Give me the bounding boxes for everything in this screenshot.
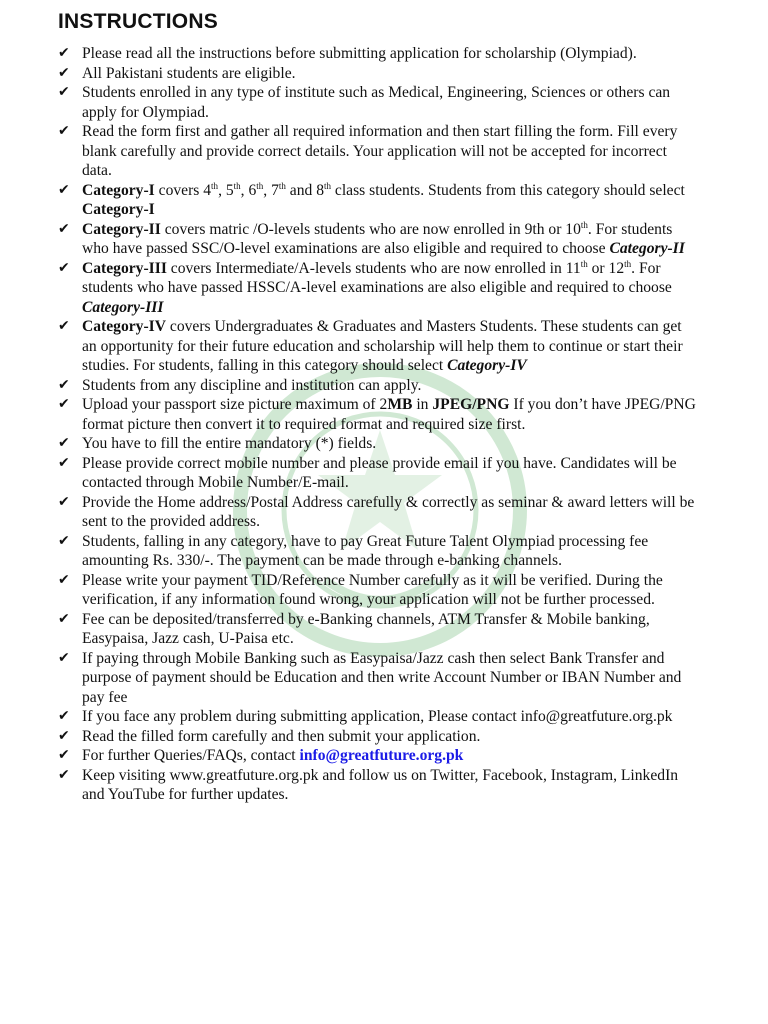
instruction-text: covers 4 (154, 181, 212, 199)
instruction-text: Students enrolled in any type of institute such as Medical, Engineering, Sciences or others can apply for Olympiad. (82, 84, 671, 121)
instruction-text: Fee can be deposited/transferred by e-Banking channels, ATM Transfer & Mobile banking, Easypaisa, Jazz cash, U-Paisa etc. (82, 610, 650, 647)
checkmark-icon: ✔ (58, 532, 70, 549)
instruction-text: in (412, 396, 433, 413)
instruction-text: and 8 (285, 181, 324, 199)
instruction-text: th (580, 258, 588, 269)
checkmark-icon: ✔ (58, 747, 70, 763)
instruction-text: JPEG/PNG (432, 396, 510, 413)
instruction-text: , 7 (263, 181, 279, 199)
instruction-item-fee-channels (58, 610, 698, 649)
instruction-text: Read the form first and gather all required information and then start filling the form. Fill every blank carefully and provide correct details. Your application will not be accepted for incorrect data. (82, 123, 678, 179)
instruction-text: , 6 (240, 181, 257, 199)
instruction-text: covers matric /O-levels students who are now enrolled in 9th or 10 (160, 220, 581, 238)
instruction-text: If you don’t have JPEG/PNG format picture then convert it to required format and required size first. (82, 396, 696, 433)
instruction-item-processing-fee (58, 532, 698, 571)
instruction-text: Category-IV (447, 357, 527, 374)
contact-email-link[interactable]: info@greatfuture.org.pk (299, 747, 464, 764)
instruction-item-eligibility (58, 64, 698, 84)
checkmark-icon: ✔ (58, 396, 70, 412)
instruction-item-tid-number (58, 571, 698, 610)
instruction-item-read-filled-form (58, 727, 698, 747)
instruction-item-address (58, 493, 698, 532)
checkmark-icon: ✔ (58, 259, 70, 276)
instruction-text: Provide the Home address/Postal Address carefully & correctly as seminar & award letters will be sent to the provided address. (82, 493, 695, 530)
checkmark-icon: ✔ (58, 649, 70, 666)
instruction-item-any-discipline (58, 376, 698, 396)
instruction-text: Category-II (609, 240, 685, 257)
checkmark-icon: ✔ (58, 454, 70, 471)
instruction-text: th (211, 180, 219, 191)
checkmark-icon: ✔ (58, 181, 70, 198)
instruction-text: th (580, 219, 588, 230)
checkmark-icon: ✔ (58, 64, 70, 81)
instruction-text: Category-I (82, 201, 155, 218)
instruction-text: All Pakistani students are eligible. (82, 64, 296, 82)
checkmark-icon: ✔ (58, 220, 70, 237)
instruction-text: Please write your payment TID/Reference Number carefully as it will be verified. During the verification, if any information found wrong, your application will not be further processed. (82, 571, 663, 608)
checkmark-icon: ✔ (58, 318, 70, 334)
instruction-text: You have to fill the entire mandatory (*) fields. (82, 435, 377, 452)
instruction-item-contact-details (58, 454, 698, 493)
instruction-text: th (278, 180, 286, 191)
instruction-text: Category-III (82, 259, 167, 277)
instruction-text: or 12 (587, 259, 625, 277)
instruction-item-read-all (58, 44, 698, 64)
instruction-text: Read the filled form carefully and then submit your application. (82, 727, 481, 745)
instruction-text: . For students who have passed SSC/O-level examinations are also eligible and required to choose (82, 220, 673, 257)
checkmark-icon: ✔ (58, 123, 70, 139)
instruction-text: , 5 (218, 181, 234, 199)
instruction-item-mobile-banking (58, 649, 698, 708)
checkmark-icon: ✔ (58, 45, 70, 61)
instruction-item-keep-visiting (58, 766, 698, 805)
instruction-item-category-4 (58, 317, 698, 376)
instruction-text: If paying through Mobile Banking such as Easypaisa/Jazz cash then select Bank Transfer and purpose of payment should be Education and then write Account Number or IBAN Number and pay fee (82, 649, 682, 706)
checkmark-icon: ✔ (58, 610, 70, 627)
instruction-text: Category-IV (82, 318, 167, 335)
checkmark-icon: ✔ (58, 727, 70, 744)
instructions-list (58, 44, 698, 805)
instruction-text: For further Queries/FAQs, contact (82, 747, 300, 764)
instruction-text: Category-II (82, 220, 161, 238)
instruction-text: . For students who have passed HSSC/A-level examinations are also eligible and required to choose (82, 259, 672, 296)
instruction-text: Keep visiting www.greatfuture.org.pk and follow us on Twitter, Facebook, Instagram, LinkedIn and YouTube for further updates. (82, 766, 679, 803)
instruction-text: th (256, 180, 264, 191)
instruction-text: th (624, 258, 632, 269)
instruction-item-category-2 (58, 220, 698, 259)
instruction-text: th (233, 180, 241, 191)
instruction-text: covers Undergraduates & Graduates and Masters Students. These students can get an opportunity for their future education and scholarship will help them to continue or start their studies. For students, falling in this category should select (82, 318, 683, 374)
instruction-text: Upload your passport size picture maximum of 2 (82, 396, 388, 413)
page-title: INSTRUCTIONS (58, 10, 218, 33)
instruction-text: Please provide correct mobile number and please provide email if you have. Candidates will be contacted through Mobile Number/E-mail. (82, 454, 677, 491)
instruction-item-mandatory-fields (58, 434, 698, 454)
instruction-text: If you face any problem during submitting application, Please contact info@greatfuture.org.pk (82, 708, 673, 725)
instruction-text: Students from any discipline and institution can apply. (82, 376, 422, 394)
checkmark-icon: ✔ (58, 493, 70, 510)
checkmark-icon: ✔ (58, 376, 70, 393)
instruction-item-picture-upload (58, 395, 698, 434)
checkmark-icon: ✔ (58, 766, 70, 783)
checkmark-icon: ✔ (58, 84, 70, 100)
instruction-item-queries (58, 746, 698, 766)
instruction-text: MB (387, 396, 413, 413)
instruction-text: Please read all the instructions before submitting application for scholarship (Olympiad). (82, 45, 637, 62)
instruction-text: Category-I (82, 181, 155, 199)
checkmark-icon: ✔ (58, 708, 70, 724)
instruction-text: Category-III (82, 298, 164, 316)
instruction-item-problem-contact (58, 707, 698, 727)
instruction-text: covers Intermediate/A-levels students who are now enrolled in 11 (166, 259, 581, 277)
instruction-item-read-form (58, 122, 698, 181)
instruction-item-institutes (58, 83, 698, 122)
instruction-text: th (324, 180, 332, 191)
instruction-text: class students. Students from this category should select (331, 181, 685, 199)
instruction-item-category-3 (58, 259, 698, 318)
instruction-text: Students, falling in any category, have to pay Great Future Talent Olympiad processing fee amounting Rs. 330/-. The payment can be made through e-banking channels. (82, 532, 649, 569)
instruction-item-category-1 (58, 181, 698, 220)
checkmark-icon: ✔ (58, 571, 70, 588)
checkmark-icon: ✔ (58, 435, 70, 451)
